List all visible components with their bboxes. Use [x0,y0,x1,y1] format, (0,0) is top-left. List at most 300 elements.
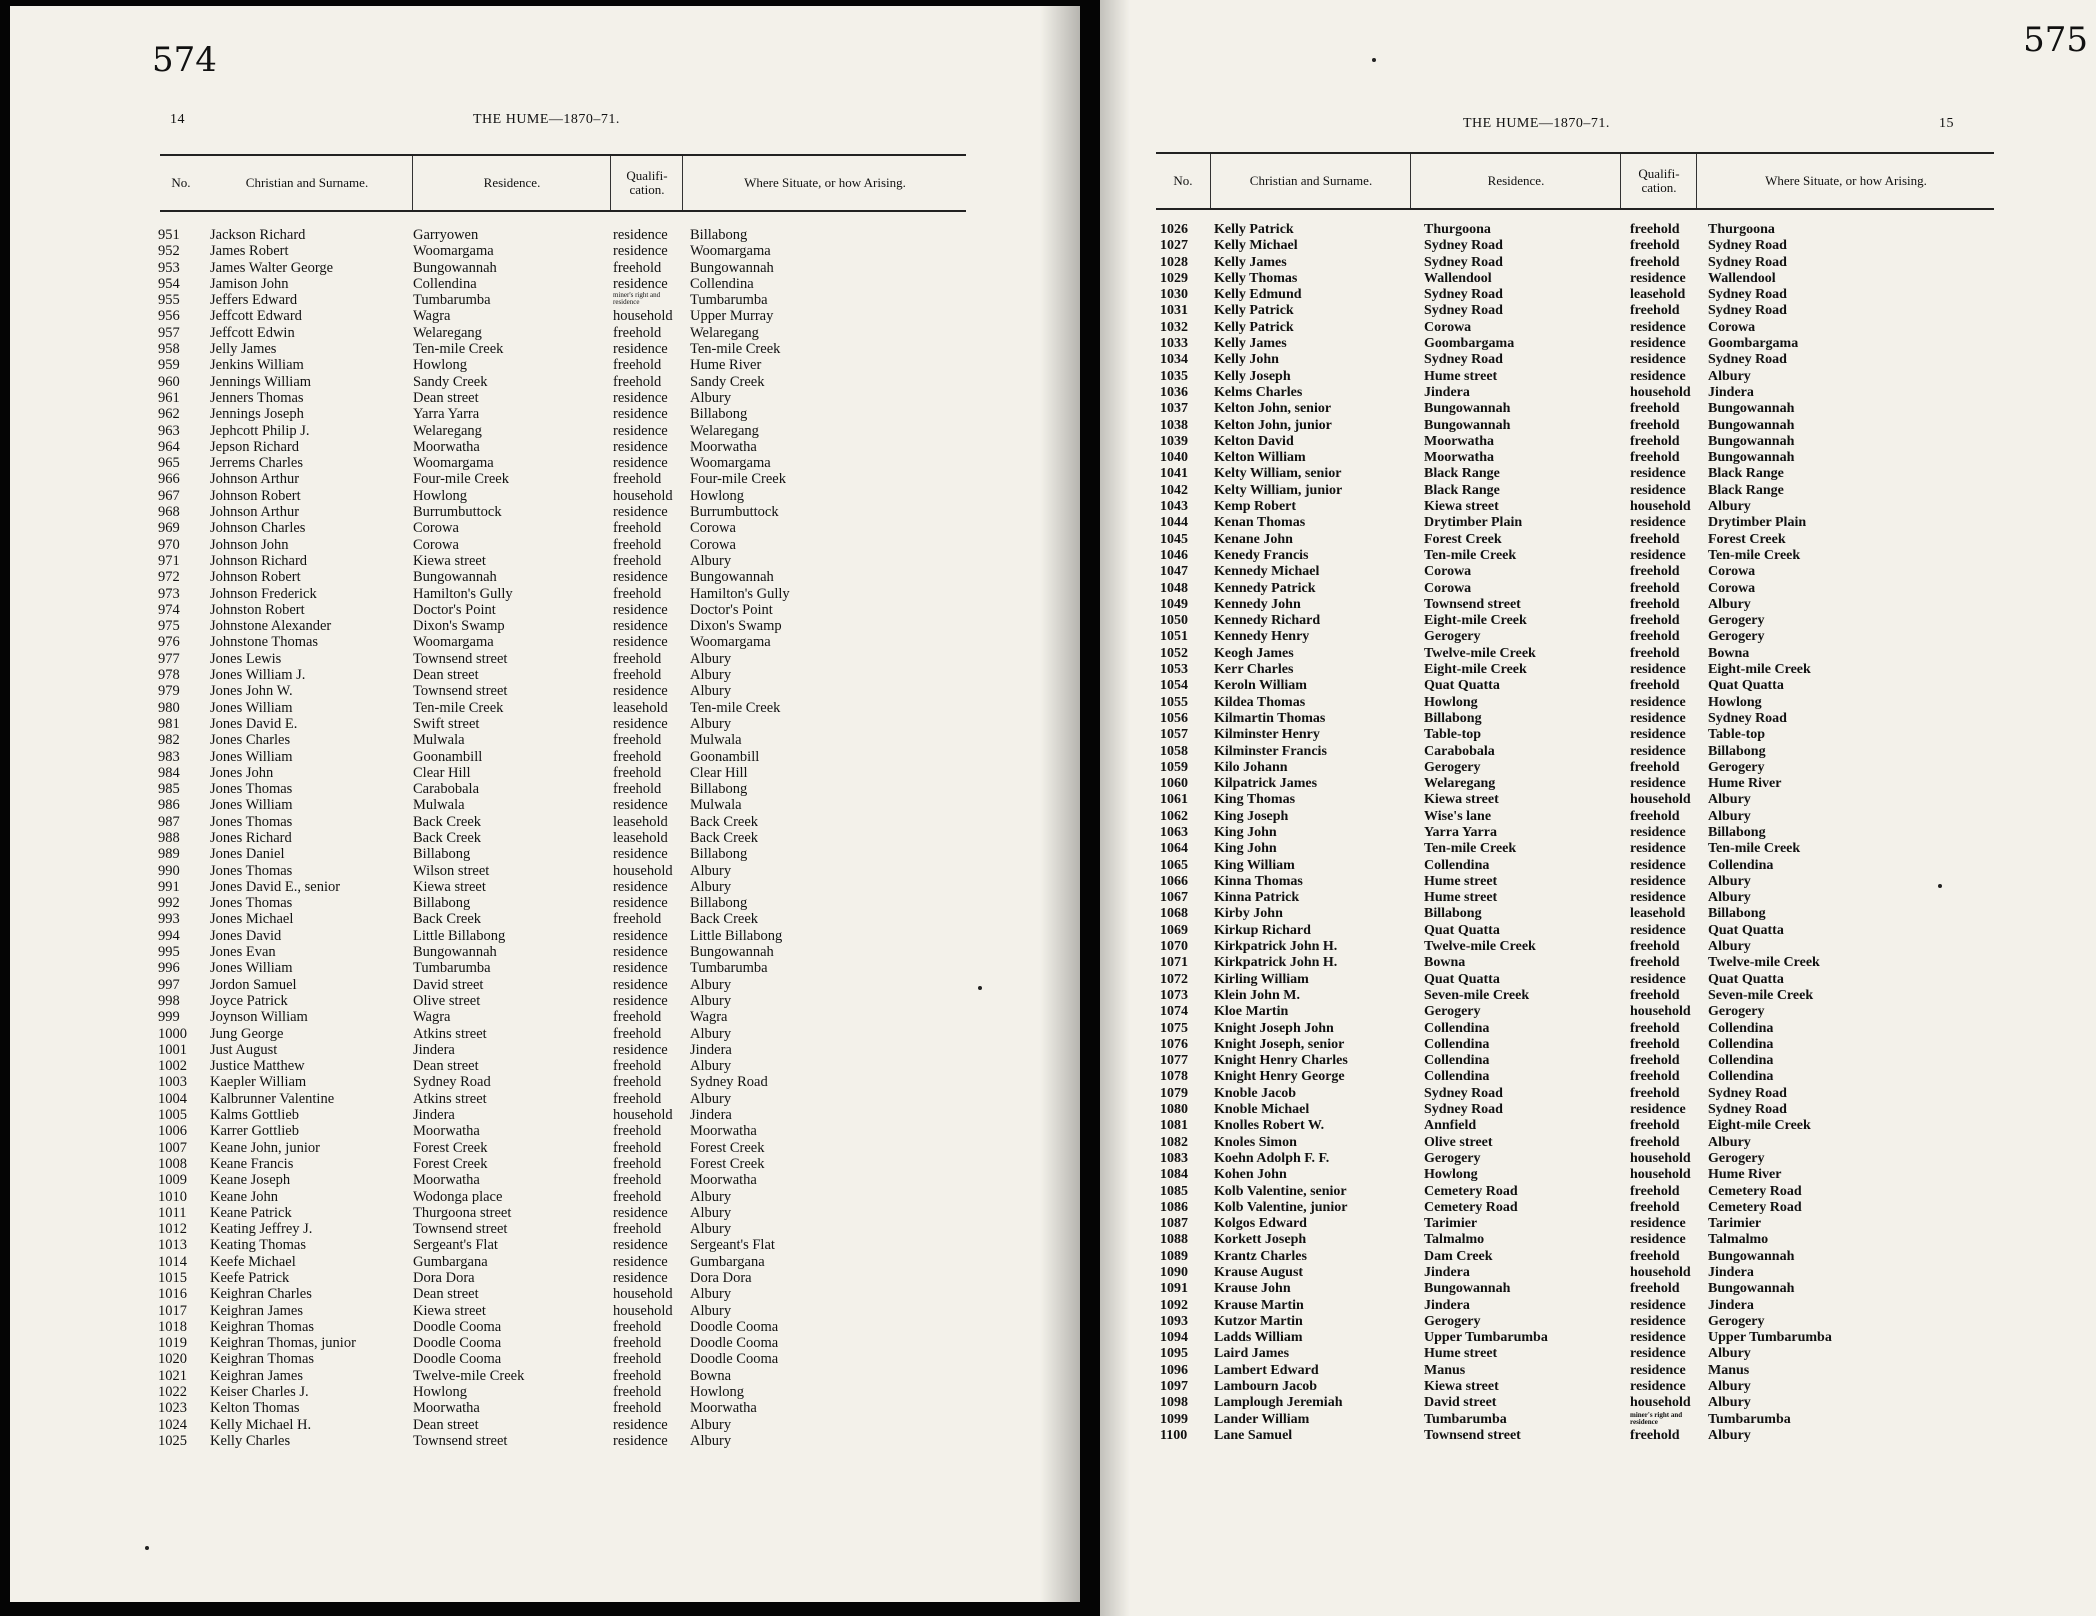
where-situate: Tumbarumba [690,292,768,309]
residence: Moorwatha [1424,433,1494,449]
qualification: residence [613,927,668,944]
entry-number: 1042 [1160,482,1188,498]
entry-number: 1059 [1160,759,1188,775]
elector-name: Kelly John [1214,352,1279,368]
elector-name: Knoble Michael [1214,1102,1310,1118]
entry-number: 1005 [158,1107,187,1124]
where-situate: Bungowannah [1708,450,1795,466]
qualification: household [1630,792,1691,808]
where-situate: Albury [1708,368,1751,384]
col-header-qualification: Qualifi-cation. [1620,154,1697,208]
where-situate: Hume River [1708,1167,1782,1183]
entry-number: 994 [158,927,180,944]
where-situate: Gerogery [1708,1004,1765,1020]
where-situate: Tarimier [1708,1216,1762,1232]
elector-name: Johnson John [210,536,289,553]
elector-name: Keighran James [210,1367,304,1384]
entry-number: 1060 [1160,776,1188,792]
elector-name: Kalbrunner Valentine [210,1090,335,1107]
elector-name: James Robert [210,243,289,260]
residence: Annfield [1424,1118,1477,1134]
qualification: residence [1630,1232,1686,1248]
elector-name: James Walter George [210,259,334,276]
residence: Olive street [1424,1134,1493,1150]
col-header-name: Christian and Surname. [1210,154,1411,208]
residence: Bungowannah [413,944,497,961]
where-situate: Billabong [1708,906,1766,922]
residence: Gerogery [1424,629,1481,645]
entry-number: 1075 [1160,1020,1188,1036]
gutter-shadow [1040,6,1080,1602]
residence: Sydney Road [413,1074,491,1091]
qualification: freehold [613,1172,662,1189]
qualification: residence [1630,922,1686,938]
qualification: residence [1630,841,1686,857]
residence: Garryowen [413,227,479,243]
entry-number: 1072 [1160,971,1188,987]
entry-number: 1040 [1160,450,1188,466]
where-situate: Albury [690,1432,732,1449]
residence: Sandy Creek [413,373,488,390]
elector-name: Lambourn Jacob [1214,1379,1318,1395]
elector-name: Kennedy John [1214,596,1301,612]
qualification: residence [1630,727,1686,743]
residence: Carabobala [1424,743,1495,759]
qualification: freehold [613,1367,662,1384]
qualification: household [613,308,673,325]
residence: David street [413,976,484,993]
elector-name: Kelly James [1214,336,1287,352]
residence: Sydney Road [1424,352,1503,368]
qualification: freehold [1630,1248,1680,1264]
entry-number: 1098 [1160,1395,1188,1411]
elector-name: Jones William J. [210,667,306,684]
qualification: freehold [613,585,662,602]
where-situate: Jindera [1708,1265,1754,1280]
col-header-residence: Residence. [412,156,611,210]
residence: Bungowannah [413,259,497,276]
elector-name: Kelton David [1214,433,1294,449]
elector-name: Kelty William, senior [1214,466,1342,482]
residence: Ten-mile Creek [413,699,504,716]
elector-name: Johnstone Thomas [210,634,319,651]
where-situate: Woomargama [690,634,771,651]
where-situate: Doodle Cooma [690,1318,779,1335]
where-situate: Manus [1708,1362,1750,1378]
elector-name: Karrer Gottlieb [210,1123,299,1140]
elector-name: Kirkpatrick John H. [1214,955,1338,971]
col-header-no: No. [171,174,191,190]
where-situate: Jindera [1708,1297,1754,1313]
elector-name: Kinna Patrick [1214,890,1300,906]
qualification: freehold [613,764,662,781]
residence: Bowna [1424,955,1466,971]
entry-number: 1081 [1160,1118,1188,1134]
where-situate: Collendina [1708,1036,1774,1052]
entry-number: 992 [158,895,180,912]
residence: Dixon's Swamp [413,618,505,635]
where-situate: Wagra [690,1009,728,1026]
entry-number: 1096 [1160,1362,1188,1378]
where-situate: Little Billabong [690,927,783,944]
entry-number: 971 [158,552,180,569]
elector-name: Kenan Thomas [1214,515,1306,531]
where-situate: Ten-mile Creek [1708,841,1801,857]
residence: Mulwala [413,732,465,749]
ink-speck [1938,884,1942,888]
where-situate: Jindera [690,1107,732,1124]
entry-number: 1020 [158,1351,187,1368]
entry-number: 1078 [1160,1069,1188,1085]
elector-name: Kelly Edmund [1214,287,1302,303]
elector-name: Johnson Robert [210,487,301,504]
elector-name: King Thomas [1214,792,1296,808]
ink-speck [978,986,982,990]
residence: Townsend street [413,650,508,667]
where-situate: Collendina [690,275,754,292]
where-situate: Jindera [690,1041,732,1058]
elector-name: Lane Samuel [1214,1427,1293,1443]
residence: Eight-mile Creek [1424,613,1527,629]
where-situate: Corowa [690,520,736,537]
residence: Bungowannah [1424,401,1511,417]
elector-name: Kerr Charles [1214,662,1294,678]
qualification: freehold [613,1400,662,1417]
qualification: freehold [1630,222,1680,237]
elector-name: King Joseph [1214,808,1289,824]
entry-number: 1017 [158,1302,187,1319]
where-situate: Quat Quatta [1708,971,1784,987]
right-page [1100,0,2096,1616]
qualification: residence [1630,776,1686,792]
qualification: residence [613,341,668,358]
where-situate: Billabong [690,846,748,863]
where-situate: Sydney Road [1708,238,1787,254]
entry-number: 1063 [1160,824,1188,840]
column-headers [1156,152,1994,210]
elector-name: Keighran James [210,1302,304,1319]
residence: Back Creek [413,829,482,846]
residence: Dora Dora [413,1270,475,1286]
residence: Tarimier [1424,1216,1478,1232]
residence: Burrumbuttock [413,504,502,521]
where-situate: Albury [690,1221,732,1238]
where-situate: Bungowannah [690,569,774,586]
entry-number: 975 [158,618,180,635]
qualification: freehold [1630,1183,1680,1199]
residence: Collendina [413,275,477,292]
where-situate: Howlong [690,487,744,504]
qualification: freehold [613,911,662,928]
entry-number: 965 [158,455,180,472]
qualification: freehold [1630,1281,1680,1297]
qualification: residence [1630,319,1686,335]
residence: Hume street [1424,890,1498,906]
qualification: residence [613,569,668,586]
entry-number: 1045 [1160,531,1188,547]
where-situate: Albury [1708,596,1751,612]
residence: Yarra Yarra [413,406,480,423]
elector-name: Kelty William, junior [1214,482,1343,498]
page-number: 14 [170,112,185,127]
qualification: residence [1630,971,1686,987]
qualification: residence [613,618,668,635]
elector-name: Kloe Martin [1214,1004,1289,1020]
residence: Moorwatha [1424,450,1494,466]
entry-number: 1084 [1160,1167,1188,1183]
where-situate: Gerogery [1708,759,1765,775]
where-situate: Bungowannah [690,944,774,961]
entry-number: 1036 [1160,384,1188,400]
where-situate: Albury [1708,1134,1751,1150]
qualification: freehold [613,552,662,569]
qualification: residence [613,1270,668,1286]
qualification: household [613,1107,673,1124]
residence: Tumbarumba [413,292,491,309]
residence: Kiewa street [1424,499,1499,515]
entry-number: 1092 [1160,1297,1188,1313]
residence: Moorwatha [413,1123,480,1140]
elector-name: Jeffcott Edwin [210,324,295,341]
residence: Jindera [413,1107,455,1124]
qualification: household [613,862,673,879]
elector-name: Kenedy Francis [1214,547,1309,563]
qualification: residence [613,878,668,895]
qualification: freehold [613,373,662,390]
qualification: freehold [613,1058,662,1075]
residence: Back Creek [413,813,482,830]
qualification: residence [1630,743,1686,759]
residence: Woomargama [413,455,494,472]
where-situate: Albury [1708,1427,1751,1443]
entry-number: 996 [158,960,180,977]
qualification: leasehold [613,829,668,846]
elector-name: Jones William [210,748,293,765]
entry-number: 1095 [1160,1346,1188,1362]
where-situate: Table-top [1708,727,1766,743]
elector-name: Kolb Valentine, senior [1214,1183,1347,1199]
residence: Cemetery Road [1424,1199,1518,1215]
entry-number: 1097 [1160,1379,1188,1395]
where-situate: Twelve-mile Creek [1708,955,1820,971]
where-situate: Gerogery [1708,629,1765,645]
where-situate: Ten-mile Creek [690,341,781,358]
elector-name: Kildea Thomas [1214,694,1306,710]
entry-number: 1071 [1160,955,1188,971]
elector-name: Jordon Samuel [210,976,297,993]
elector-name: Keighran Charles [210,1286,312,1303]
entry-number: 1085 [1160,1183,1188,1199]
elector-name: Knoble Jacob [1214,1085,1297,1101]
qualification: residence [613,455,668,472]
elector-name: Jerrems Charles [210,455,304,472]
entry-number: 1016 [158,1286,187,1303]
entry-number: 1070 [1160,939,1188,955]
qualification: freehold [613,1074,662,1091]
residence: Wilson street [413,862,490,879]
elector-name: Kennedy Richard [1214,613,1321,629]
elector-name: Jelly James [210,341,277,358]
col-header-where: Where Situate, or how Arising. [682,156,967,210]
where-situate: Albury [690,1416,732,1433]
entry-number: 1090 [1160,1265,1188,1280]
residence: Jindera [1424,1297,1470,1313]
elector-name: Kirling William [1214,971,1309,987]
where-situate: Burrumbuttock [690,504,779,521]
elector-name: Kilminster Henry [1214,727,1320,743]
residence: Ten-mile Creek [1424,547,1517,563]
where-situate: Albury [1708,499,1751,515]
elector-name: Keane Patrick [210,1204,292,1221]
residence: Sydney Road [1424,1085,1503,1101]
entry-number: 1077 [1160,1053,1188,1069]
where-situate: Seven-mile Creek [1708,987,1814,1003]
where-situate: Bungowannah [690,259,774,276]
entry-number: 1052 [1160,645,1188,661]
elector-name: Kelton John, senior [1214,401,1332,417]
qualification: residence [613,504,668,521]
residence: Townsend street [1424,596,1521,612]
elector-name: Johnson Frederick [210,585,317,602]
elector-name: Johnson Arthur [210,471,300,488]
entry-number: 1088 [1160,1232,1188,1248]
where-situate: Doodle Cooma [690,1335,779,1352]
elector-name: Keane John, junior [210,1139,320,1156]
where-situate: Dixon's Swamp [690,618,782,635]
entry-number: 988 [158,829,180,846]
where-situate: Albury [690,1204,732,1221]
qualification: residence [613,1416,668,1433]
elector-name: Kolb Valentine, junior [1214,1199,1348,1215]
elector-name: Keating Jeffrey J. [210,1221,313,1238]
residence: Four-mile Creek [413,471,509,488]
entry-number: 1089 [1160,1248,1188,1264]
where-situate: Albury [690,552,732,569]
qualification: freehold [1630,1069,1680,1085]
elector-name: Jackson Richard [210,227,306,243]
elector-name: Krause August [1214,1265,1304,1280]
residence: Jindera [1424,1265,1470,1280]
residence: Howlong [413,487,467,504]
where-situate: Albury [1708,792,1751,808]
where-situate: Moorwatha [690,1172,757,1189]
col-header-no: No. [1173,172,1193,188]
entry-number: 1056 [1160,710,1188,726]
qualification: residence [613,895,668,912]
entry-number: 991 [158,878,180,895]
qualification: freehold [613,732,662,749]
residence: Goombargama [1424,336,1515,352]
qualification: residence [1630,1216,1686,1232]
entry-number: 1033 [1160,336,1188,352]
qualification: freehold [1630,645,1680,661]
where-situate: Quat Quatta [1708,922,1784,938]
qualification: residence [613,976,668,993]
where-situate: Dora Dora [690,1270,752,1286]
folio-number: 575 [2023,20,2088,60]
elector-name: Jones William [210,960,293,977]
residence: Jindera [413,1041,455,1058]
entry-number: 974 [158,601,180,618]
residence: Tumbarumba [413,960,491,977]
elector-name: Keiser Charles J. [210,1384,309,1401]
qualification: freehold [1630,1020,1680,1036]
entry-number: 967 [158,487,180,504]
qualification: residence [1630,1362,1686,1378]
qualification: residence [613,715,668,732]
elector-name: Justice Matthew [210,1058,305,1075]
elector-name: Keane Francis [210,1155,294,1172]
elector-name: Johnson Arthur [210,504,300,521]
qualification: freehold [1630,254,1680,270]
elector-name: Jennings Joseph [210,406,304,423]
residence: Dean street [413,1058,479,1075]
qualification: freehold [613,1155,662,1172]
residence: Kiewa street [413,552,486,569]
elector-name: Kelly Patrick [1214,319,1294,335]
entry-number: 1030 [1160,287,1188,303]
elector-name: Jones Daniel [210,846,285,863]
entry-number: 1039 [1160,433,1188,449]
entry-number: 976 [158,634,180,651]
qualification: freehold [613,1335,662,1352]
entry-number: 1099 [1160,1411,1188,1427]
qualification: leasehold [1630,287,1686,303]
ink-speck [145,1546,149,1550]
entry-number: 1074 [1160,1004,1188,1020]
elector-name: Johnson Charles [210,520,306,537]
where-situate: Collendina [1708,857,1774,873]
residence: Ten-mile Creek [413,341,504,358]
qualification: household [613,1286,673,1303]
residence: Collendina [1424,1053,1490,1069]
where-situate: Moorwatha [690,1400,757,1417]
where-situate: Billabong [690,895,748,912]
entry-number: 1022 [158,1384,187,1401]
where-situate: Doctor's Point [690,601,773,618]
entry-number: 999 [158,1009,180,1026]
where-situate: Albury [690,1286,732,1303]
entry-number: 961 [158,389,180,406]
residence: Sydney Road [1424,287,1503,303]
qualification: residence [1630,873,1686,889]
residence: Howlong [413,1384,467,1401]
entry-number: 1054 [1160,678,1188,694]
elector-name: Jones Michael [210,911,294,928]
entry-number: 964 [158,438,180,455]
residence: Atkins street [413,1025,487,1042]
qualification: freehold [1630,678,1680,694]
ink-speck [1372,58,1376,62]
elector-name: Jones Richard [210,829,292,846]
qualification: freehold [613,748,662,765]
elector-name: Jenkins William [210,357,304,374]
residence: Collendina [1424,1020,1490,1036]
where-situate: Sydney Road [1708,287,1787,303]
qualification: miner's right and residence [613,291,661,307]
residence: Doodle Cooma [413,1335,502,1352]
entry-number: 1094 [1160,1330,1188,1346]
residence: Sydney Road [1424,254,1503,270]
entry-number: 985 [158,781,180,798]
residence: Clear Hill [413,764,471,781]
where-situate: Sydney Road [690,1074,768,1091]
entry-number: 1023 [158,1400,187,1417]
entry-number: 979 [158,683,180,700]
elector-name: Jones William [210,797,293,814]
entry-number: 997 [158,976,180,993]
elector-name: Kilpatrick James [1214,776,1318,792]
